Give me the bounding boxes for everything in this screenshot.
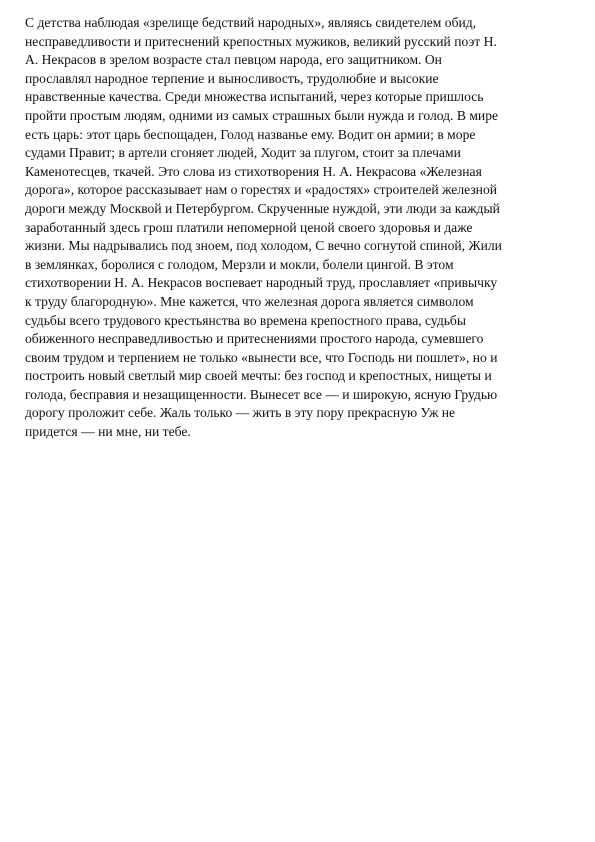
- text-line: построить новый светлый мир своей мечты: без господ и крепостных, нищеты и: [25, 368, 492, 384]
- text-line: С детства наблюдая «зрелище бедствий народных», являясь свидетелем обид,: [25, 15, 477, 30]
- text-line: голода, бесправия и незащищенности. Вынесет все — и широкую, ясную Грудью: [25, 386, 498, 402]
- text-line: несправедливости и притеснений крепостных мужиков, великий русский поэт Н.: [25, 33, 497, 49]
- text-line: заработанный здесь грош платили непомерной ценой своего здоровья и даже: [25, 219, 473, 235]
- text-line: дороги между Москвой и Петербургом. Скрученные нуждой, эти люди за каждый: [25, 200, 500, 216]
- text-line: обиженного несправедливостью и притеснениями простого народа, сумевшего: [25, 331, 484, 347]
- text-line: стихотворении Н. А. Некрасов воспевает народный труд, прославляет «привычку: [25, 275, 498, 291]
- text-line: придется — ни мне, ни тебе.: [25, 424, 191, 440]
- text-line: А. Некрасов в зрелом возрасте стал певцом народа, его защитником. Он: [25, 52, 442, 68]
- text-line: дорогу проложит себе. Жаль только — жить в эту пору прекрасную Уж не: [25, 405, 456, 421]
- text-line: в землянках, боролися с голодом, Мерзли и мокли, болели цингой. В этом: [25, 256, 454, 272]
- text-line: есть царь: этот царь беспощаден, Голод названье ему. Водит он армии; в море: [25, 126, 476, 142]
- text-line: прославлял народное терпение и выносливость, трудолюбие и высокие: [25, 70, 439, 86]
- text-line: жизни. Мы надрывались под зноем, под холодом, С вечно согнутой спиной, Жили: [25, 238, 502, 254]
- essay-paragraph: [25, 14, 575, 442]
- text-line: Каменотесцев, ткачей. Это слова из стихотворения Н. А. Некрасова «Железная: [25, 163, 482, 179]
- text-line: нравственные качества. Среди множества испытаний, через которые пришлось: [25, 89, 484, 105]
- text-line: своим трудом и терпением не только «вынести все, что Господь ни пошлет», но и: [25, 349, 498, 365]
- text-line: судами Правит; в артели сгоняет людей, Ходит за плугом, стоит за плечами: [25, 145, 461, 161]
- text-line: к труду благородную». Мне кажется, что железная дорога является символом: [25, 293, 474, 309]
- text-line: дорога», которое рассказывает нам о горестях и «радостях» строителей железной: [25, 182, 498, 198]
- text-line: судьбы всего трудового крестьянства во времена крепостного права, судьбы: [25, 312, 466, 328]
- text-line: пройти простым людям, одними из самых страшных были нужда и голод. В мире: [25, 107, 499, 123]
